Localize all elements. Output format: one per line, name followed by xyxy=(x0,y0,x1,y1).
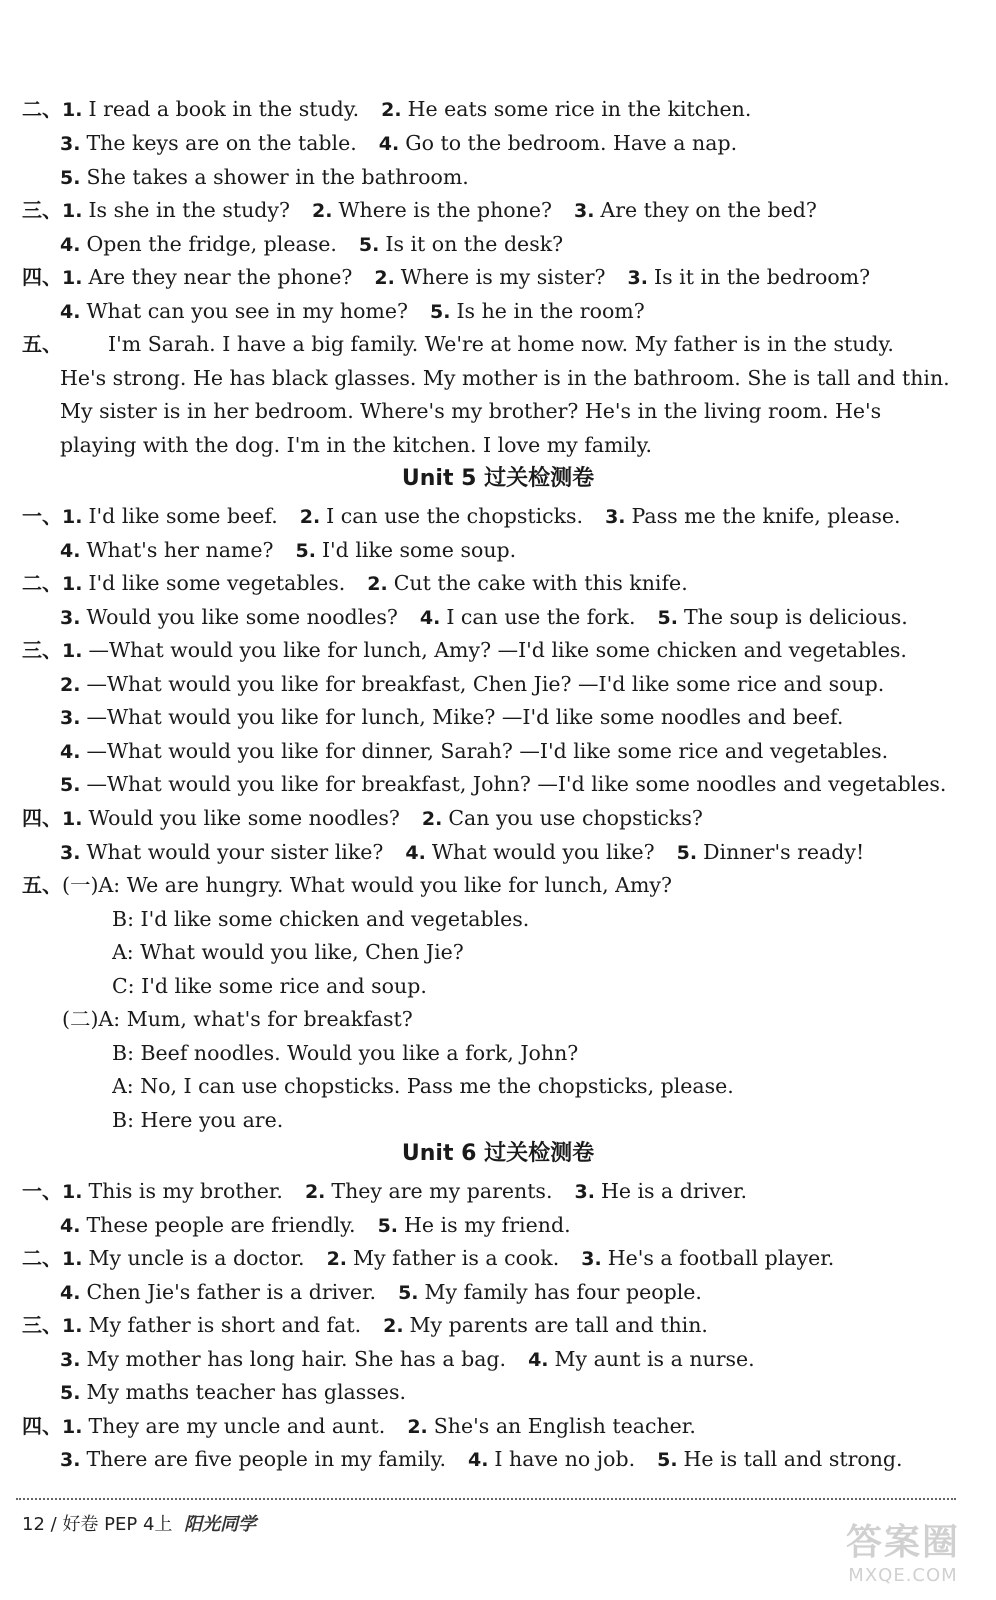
item-text: My parents are tall and thin. xyxy=(409,1313,708,1337)
answer-item xyxy=(62,1174,283,1208)
answer-row: 三、1. —What would you like for lunch, Amy? —I'd like some chicken and vegetables. xyxy=(22,633,982,667)
item-text: Chen Jie's father is a driver. xyxy=(86,1280,377,1304)
item-number: 4. xyxy=(60,741,81,763)
item-text: —What would you like for breakfast, Chen Jie? —I'd like some rice and soup. xyxy=(86,672,885,696)
item-number: 3. xyxy=(574,1181,595,1203)
item-number: 1. xyxy=(62,1416,83,1438)
item-number: 5. xyxy=(398,1282,419,1304)
item-text: I'd like some soup. xyxy=(321,538,517,562)
item-text: Pass me the knife, please. xyxy=(631,504,901,528)
answer-item xyxy=(677,835,865,869)
item-text: What can you see in my home? xyxy=(86,299,408,323)
item-text: Cut the cake with this knife. xyxy=(393,571,688,595)
answer-item xyxy=(60,126,357,160)
answer-item xyxy=(528,1342,755,1376)
answer-item xyxy=(367,566,687,600)
item-number: 2. xyxy=(367,573,388,595)
answer-item xyxy=(657,600,907,634)
item-text: I'd like some vegetables. xyxy=(88,571,346,595)
dialogue-row: 五、(一)A: We are hungry. What would you like for lunch, Amy? xyxy=(22,873,672,897)
answer-item xyxy=(574,193,817,227)
series-label: 好卷 PEP 4上 xyxy=(62,1514,173,1535)
answer-item xyxy=(62,1308,361,1342)
answer-row: 四、1. Would you like some noodles? 2. Can you use chopsticks? xyxy=(22,801,982,835)
brand-logo: 阳光同学 xyxy=(184,1514,257,1535)
answer-item xyxy=(60,1375,406,1409)
item-number: 1. xyxy=(62,573,83,595)
answer-item xyxy=(657,1442,902,1476)
item-number: 1. xyxy=(62,506,83,528)
item-number: 1. xyxy=(62,640,83,662)
item-number: 2. xyxy=(421,808,443,830)
answer-item xyxy=(60,160,469,194)
item-text: He's a football player. xyxy=(607,1246,835,1270)
item-text: They are my parents. xyxy=(331,1179,553,1203)
answer-item xyxy=(312,193,552,227)
item-number: 2. xyxy=(311,200,333,222)
answer-row: 二、1. I'd like some vegetables. 2. Cut the cake with this knife. xyxy=(22,566,982,600)
passage-line: playing with the dog. I'm in the kitchen. I love my family. xyxy=(60,433,652,457)
item-text: Dinner's ready! xyxy=(703,840,865,864)
answer-item xyxy=(60,767,946,801)
item-text: —What would you like for breakfast, John? —I'd like some noodles and vegetables. xyxy=(86,772,947,796)
item-text: Where is the phone? xyxy=(338,198,552,222)
passage-line: I'm Sarah. I have a big family. We're at home now. My father is in the study. xyxy=(108,332,894,356)
answer-item xyxy=(60,1342,506,1376)
item-text: Would you like some noodles? xyxy=(88,806,400,830)
answer-item xyxy=(62,801,400,835)
answer-item xyxy=(581,1241,834,1275)
answer-item xyxy=(420,600,636,634)
item-number: 1. xyxy=(62,200,83,222)
item-text: —What would you like for dinner, Sarah? —I'd like some rice and vegetables. xyxy=(86,739,889,763)
item-number: 5. xyxy=(377,1215,399,1237)
answer-row xyxy=(60,160,982,194)
answer-item xyxy=(300,499,583,533)
item-text: My mother has long hair. She has a bag. xyxy=(86,1347,507,1371)
answer-item xyxy=(381,92,751,126)
item-text: I have no job. xyxy=(494,1447,636,1471)
item-number: 5. xyxy=(358,234,380,256)
page-footer xyxy=(22,1508,256,1542)
item-text: He is a driver. xyxy=(600,1179,748,1203)
answer-item xyxy=(327,1241,560,1275)
watermark-text: 答案圈 xyxy=(845,1522,960,1563)
answer-item xyxy=(62,633,907,667)
item-number: 3. xyxy=(60,1449,81,1471)
item-text: Can you use chopsticks? xyxy=(448,806,703,830)
item-number: 3. xyxy=(60,607,81,629)
dialogue-line: A: No, I can use chopsticks. Pass me the chopsticks, please. xyxy=(112,1074,734,1098)
item-number: 4. xyxy=(60,234,81,256)
item-number: 5. xyxy=(430,301,451,323)
passage-line: My sister is in her bedroom. Where's my brother? He's in the living room. He's xyxy=(60,399,882,423)
section-label: 五、 xyxy=(22,332,62,356)
dialogue-line: B: Beef noodles. Would you like a fork, John? xyxy=(112,1041,579,1065)
item-number: 3. xyxy=(573,200,595,222)
item-text: What's her name? xyxy=(86,538,274,562)
dialogue-line: B: I'd like some chicken and vegetables. xyxy=(112,907,530,931)
item-text: I'd like some beef. xyxy=(88,504,278,528)
item-text: I can use the fork. xyxy=(446,605,636,629)
item-number: 1. xyxy=(62,267,83,289)
answer-row: 四、1. Are they near the phone? 2. Where is my sister? 3. Is it in the bedroom? xyxy=(22,260,982,294)
answer-item xyxy=(62,92,359,126)
answer-item xyxy=(468,1442,635,1476)
item-text: He is my friend. xyxy=(404,1213,571,1237)
answer-item xyxy=(378,1208,571,1242)
answer-item xyxy=(60,600,398,634)
item-number: 5. xyxy=(295,540,316,562)
answer-row xyxy=(60,734,982,768)
item-number: 2. xyxy=(60,674,81,696)
answer-item xyxy=(374,260,605,294)
item-number: 2. xyxy=(407,1416,428,1438)
item-text: What would you like? xyxy=(431,840,655,864)
answer-item xyxy=(605,499,900,533)
footer-separator: / xyxy=(50,1514,57,1535)
answer-row: 二、1. My uncle is a doctor. 2. My father is a cook. 3. He's a football player. xyxy=(22,1241,982,1275)
answer-item xyxy=(60,734,888,768)
item-text: —What would you like for lunch, Mike? —I'd like some noodles and beef. xyxy=(86,705,844,729)
item-text: He is tall and strong. xyxy=(683,1447,903,1471)
page-number: 12 xyxy=(22,1514,45,1535)
item-number: 4. xyxy=(60,540,81,562)
item-number: 3. xyxy=(60,842,81,864)
item-number: 5. xyxy=(676,842,698,864)
answer-row: 二、1. I read a book in the study. 2. He eats some rice in the kitchen. xyxy=(22,92,982,126)
answer-row xyxy=(60,227,982,261)
item-text: There are five people in my family. xyxy=(86,1447,446,1471)
item-text: My uncle is a doctor. xyxy=(88,1246,305,1270)
item-text: She's an English teacher. xyxy=(433,1414,696,1438)
item-text: I can use the chopsticks. xyxy=(326,504,584,528)
item-text: This is my brother. xyxy=(88,1179,283,1203)
answer-item xyxy=(62,193,290,227)
item-number: 2. xyxy=(381,99,402,121)
answer-item xyxy=(405,835,654,869)
item-text: Go to the bedroom. Have a nap. xyxy=(405,131,738,155)
item-text: They are my uncle and aunt. xyxy=(88,1414,386,1438)
answer-item xyxy=(305,1174,553,1208)
answer-item xyxy=(60,835,383,869)
item-number: 4. xyxy=(528,1349,549,1371)
item-text: I read a book in the study. xyxy=(88,97,360,121)
item-number: 4. xyxy=(60,1282,81,1304)
item-text: —What would you like for lunch, Amy? —I'd like some chicken and vegetables. xyxy=(88,638,907,662)
item-number: 2. xyxy=(374,267,395,289)
item-text: Is it on the desk? xyxy=(385,232,564,256)
answer-item xyxy=(422,801,703,835)
item-number: 1. xyxy=(62,99,83,121)
item-number: 5. xyxy=(657,1449,678,1471)
answer-item xyxy=(60,294,408,328)
answer-row: 一、1. I'd like some beef. 2. I can use the chopsticks. 3. Pass me the knife, please. xyxy=(22,499,982,533)
item-text: He eats some rice in the kitchen. xyxy=(407,97,752,121)
answer-item xyxy=(62,1409,385,1443)
item-text: My father is a cook. xyxy=(353,1246,560,1270)
dialogue-line: C: I'd like some rice and soup. xyxy=(112,974,427,998)
answer-item xyxy=(60,667,884,701)
item-text: What would your sister like? xyxy=(86,840,384,864)
item-number: 3. xyxy=(60,133,81,155)
answer-row xyxy=(60,1442,982,1476)
item-number: 3. xyxy=(60,1349,81,1371)
unit-6-title: Unit 6 过关检测卷 xyxy=(401,1141,595,1166)
answer-row xyxy=(60,767,982,801)
answer-row xyxy=(60,1208,982,1242)
item-text: Are they near the phone? xyxy=(88,265,353,289)
answer-row: 三、1. Is she in the study? 2. Where is the phone? 3. Are they on the bed? xyxy=(22,193,982,227)
answer-item xyxy=(628,260,871,294)
answer-row xyxy=(60,126,982,160)
item-text: Open the fridge, please. xyxy=(86,232,337,256)
answer-row xyxy=(60,700,982,734)
item-number: 3. xyxy=(60,707,81,729)
item-number: 3. xyxy=(581,1248,602,1270)
item-text: She takes a shower in the bathroom. xyxy=(86,165,469,189)
item-number: 5. xyxy=(60,774,81,796)
watermark xyxy=(828,1514,978,1584)
answer-item xyxy=(60,227,337,261)
item-number: 5. xyxy=(60,1382,81,1404)
dialogue-line: B: Here you are. xyxy=(112,1108,284,1132)
item-text: Is she in the study? xyxy=(88,198,290,222)
footer-divider xyxy=(16,1498,956,1500)
answer-item xyxy=(62,1241,305,1275)
item-text: Would you like some noodles? xyxy=(86,605,398,629)
answer-item xyxy=(60,1275,376,1309)
item-text: These people are friendly. xyxy=(86,1213,356,1237)
item-text: The keys are on the table. xyxy=(86,131,357,155)
item-number: 1. xyxy=(62,808,83,830)
item-number: 2. xyxy=(326,1248,348,1270)
answer-item xyxy=(296,533,517,567)
answer-item xyxy=(60,1208,356,1242)
answer-item xyxy=(60,700,843,734)
answer-row xyxy=(60,600,982,634)
answer-row: 一、1. This is my brother. 2. They are my parents. 3. He is a driver. xyxy=(22,1174,982,1208)
unit-5-title: Unit 5 过关检测卷 xyxy=(401,466,595,491)
item-text: My father is short and fat. xyxy=(88,1313,362,1337)
answer-item xyxy=(398,1275,702,1309)
dialogue-row: (二)A: Mum, what's for breakfast? xyxy=(62,1007,413,1031)
answer-item xyxy=(62,499,278,533)
item-text: My family has four people. xyxy=(424,1280,702,1304)
item-number: 4. xyxy=(405,842,426,864)
item-text: Is it in the bedroom? xyxy=(654,265,871,289)
answer-item xyxy=(359,227,563,261)
answer-row xyxy=(60,1342,982,1376)
item-number: 1. xyxy=(62,1315,83,1337)
answer-row: 四、1. They are my uncle and aunt. 2. She's an English teacher. xyxy=(22,1409,982,1443)
item-number: 5. xyxy=(657,607,678,629)
answer-item xyxy=(60,1442,446,1476)
item-number: 3. xyxy=(627,267,648,289)
answer-item xyxy=(62,260,352,294)
item-text: My aunt is a nurse. xyxy=(554,1347,755,1371)
item-text: Is he in the room? xyxy=(456,299,645,323)
answer-row xyxy=(60,533,982,567)
answer-row xyxy=(60,1375,982,1409)
item-text: Where is my sister? xyxy=(400,265,606,289)
item-number: 4. xyxy=(419,607,441,629)
item-number: 2. xyxy=(383,1315,404,1337)
item-number: 1. xyxy=(62,1248,83,1270)
passage-line: He's strong. He has black glasses. My mother is in the bathroom. She is tall and thin. xyxy=(60,366,950,390)
item-text: The soup is delicious. xyxy=(683,605,908,629)
answer-item xyxy=(62,566,345,600)
answer-item xyxy=(383,1308,708,1342)
item-text: Are they on the bed? xyxy=(600,198,817,222)
item-text: My maths teacher has glasses. xyxy=(86,1380,406,1404)
item-number: 2. xyxy=(304,1181,326,1203)
item-number: 2. xyxy=(299,506,321,528)
item-number: 5. xyxy=(60,167,81,189)
answer-row: 三、1. My father is short and fat. 2. My parents are tall and thin. xyxy=(22,1308,982,1342)
answer-item xyxy=(60,533,274,567)
answer-item xyxy=(574,1174,747,1208)
answer-row xyxy=(60,667,982,701)
answer-row xyxy=(60,835,982,869)
item-number: 4. xyxy=(60,301,81,323)
answer-item xyxy=(430,294,645,328)
answer-item xyxy=(407,1409,696,1443)
answer-row xyxy=(60,1275,982,1309)
answer-row xyxy=(60,294,982,328)
item-number: 4. xyxy=(60,1215,81,1237)
watermark-url: MXQE.COM xyxy=(848,1565,958,1586)
item-number: 1. xyxy=(62,1181,83,1203)
item-number: 4. xyxy=(467,1449,489,1471)
answer-item xyxy=(379,126,737,160)
dialogue-line: A: What would you like, Chen Jie? xyxy=(112,940,464,964)
item-number: 4. xyxy=(378,133,400,155)
item-number: 3. xyxy=(605,506,626,528)
